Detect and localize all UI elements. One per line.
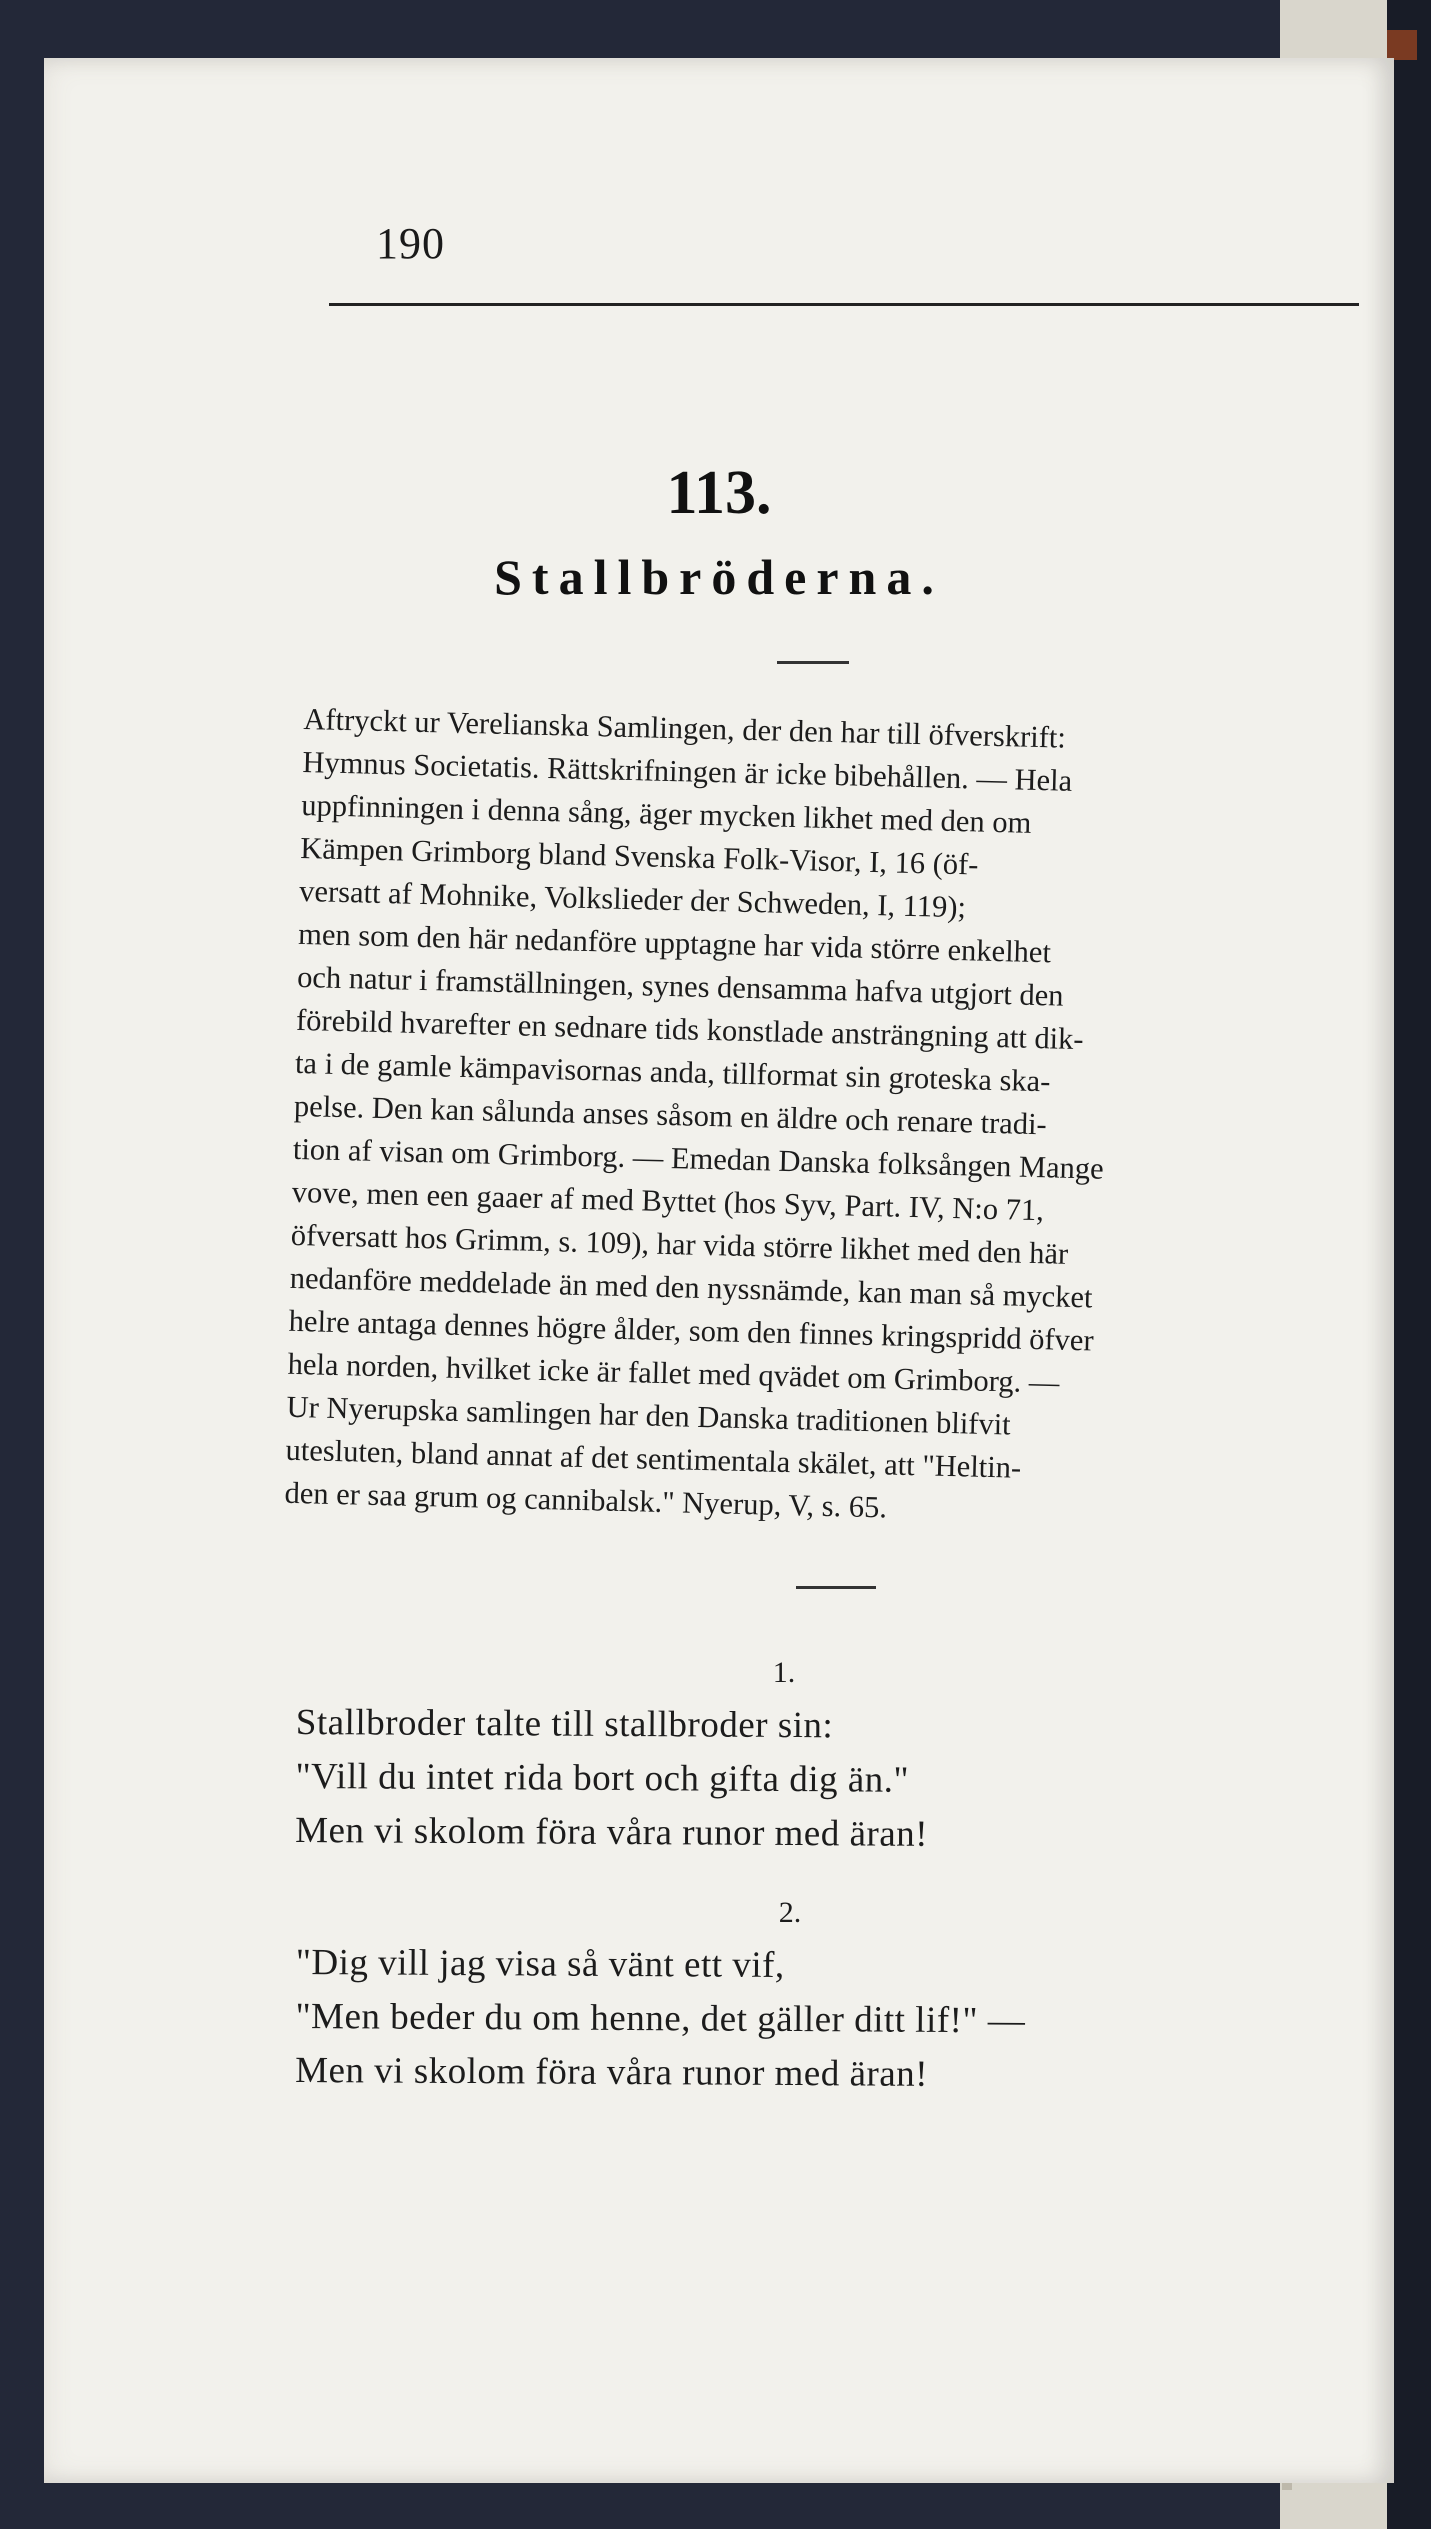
- scanner-notch: [1387, 30, 1417, 60]
- intro-line-text: tion af visan om Grimborg. — Emedan Danska folksången Mange: [292, 1131, 1105, 1186]
- verse-line: Men vi skolom föra våra runor med äran!: [295, 2049, 929, 2095]
- intro-line-text: Aftryckt ur Verelianska Samlingen, der den har till öfverskrift:: [303, 701, 1067, 755]
- intro-line-text: helre antaga dennes högre ålder, som den finnes kringspridd öfver: [288, 1303, 1095, 1358]
- intro-line-text: den er saa grum og cannibalsk." Nyerup, V, s. 65.: [284, 1475, 888, 1525]
- intro-line-text: nedanföre meddelade än med den nyssnämde, kan man så mycket: [289, 1260, 1093, 1315]
- intro-line-text: versatt af Mohnike, Volkslieder der Schweden, I, 119);: [298, 873, 967, 925]
- intro-line-text: och natur i framställningen, synes densamma hafva utgjort den: [296, 959, 1064, 1013]
- song-title: Stallbröderna.: [494, 549, 944, 605]
- introduction-text: [284, 698, 1364, 1541]
- intro-line-text: hela norden, hvilket icke är fallet med qvädet om Grimborg. —: [287, 1346, 1060, 1400]
- title-divider: [777, 661, 849, 664]
- intro-line-text: utesluten, bland annat af det sentimentala skälet, att "Heltin-: [285, 1432, 1022, 1485]
- intro-line-text: förebild hvarefter en sednare tids konstlade ansträngning att dik-: [295, 1002, 1084, 1057]
- intro-line-text: Ur Nyerupska samlingen har den Danska traditionen blifvit: [286, 1389, 1012, 1442]
- verse-line: "Men beder du om henne, det gäller ditt lif!" —: [295, 1995, 1026, 2042]
- stanza-number: 1.: [772, 1656, 796, 1689]
- stanza-number: 2.: [778, 1896, 802, 1929]
- intro-line-text: pelse. Den kan sålunda anses såsom en äldre och renare tradi-: [293, 1088, 1048, 1142]
- intro-line-text: öfversatt hos Grimm, s. 109), har vida större likhet med den här: [290, 1217, 1069, 1271]
- intro-line-text: Kämpen Grimborg bland Svenska Folk-Visor, I, 16 (öf-: [299, 830, 979, 882]
- page-number: 190: [376, 219, 445, 268]
- verse-line: Stallbroder talte till stallbroder sin:: [295, 1701, 834, 1747]
- section-divider: [796, 1586, 876, 1589]
- verse-line: Men vi skolom föra våra runor med äran!: [295, 1809, 929, 1855]
- header-rule: [329, 303, 1359, 306]
- intro-line-text: vove, men een gaaer af med Byttet (hos Syv, Part. IV, N:o 71,: [291, 1174, 1045, 1228]
- stanza: [295, 1696, 1296, 1864]
- song-number: 113.: [666, 459, 772, 527]
- intro-line-text: ta i de gamle kämpavisornas anda, tillformat sin groteska ska-: [294, 1045, 1051, 1099]
- intro-line-text: Hymnus Societatis. Rättskrifningen är icke bibehållen. — Hela: [302, 744, 1073, 798]
- stanza: [295, 1936, 1296, 2104]
- intro-line-text: men som den här nedanföre upptagne har vida större enkelhet: [297, 916, 1052, 970]
- verse-line: "Vill du intet rida bort och gifta dig än.": [295, 1755, 910, 1801]
- verse-line: "Dig vill jag visa så vänt ett vif,: [295, 1941, 785, 1986]
- book-page: [44, 58, 1394, 2483]
- intro-line-text: uppfinningen i denna sång, äger mycken likhet med den om: [300, 787, 1032, 840]
